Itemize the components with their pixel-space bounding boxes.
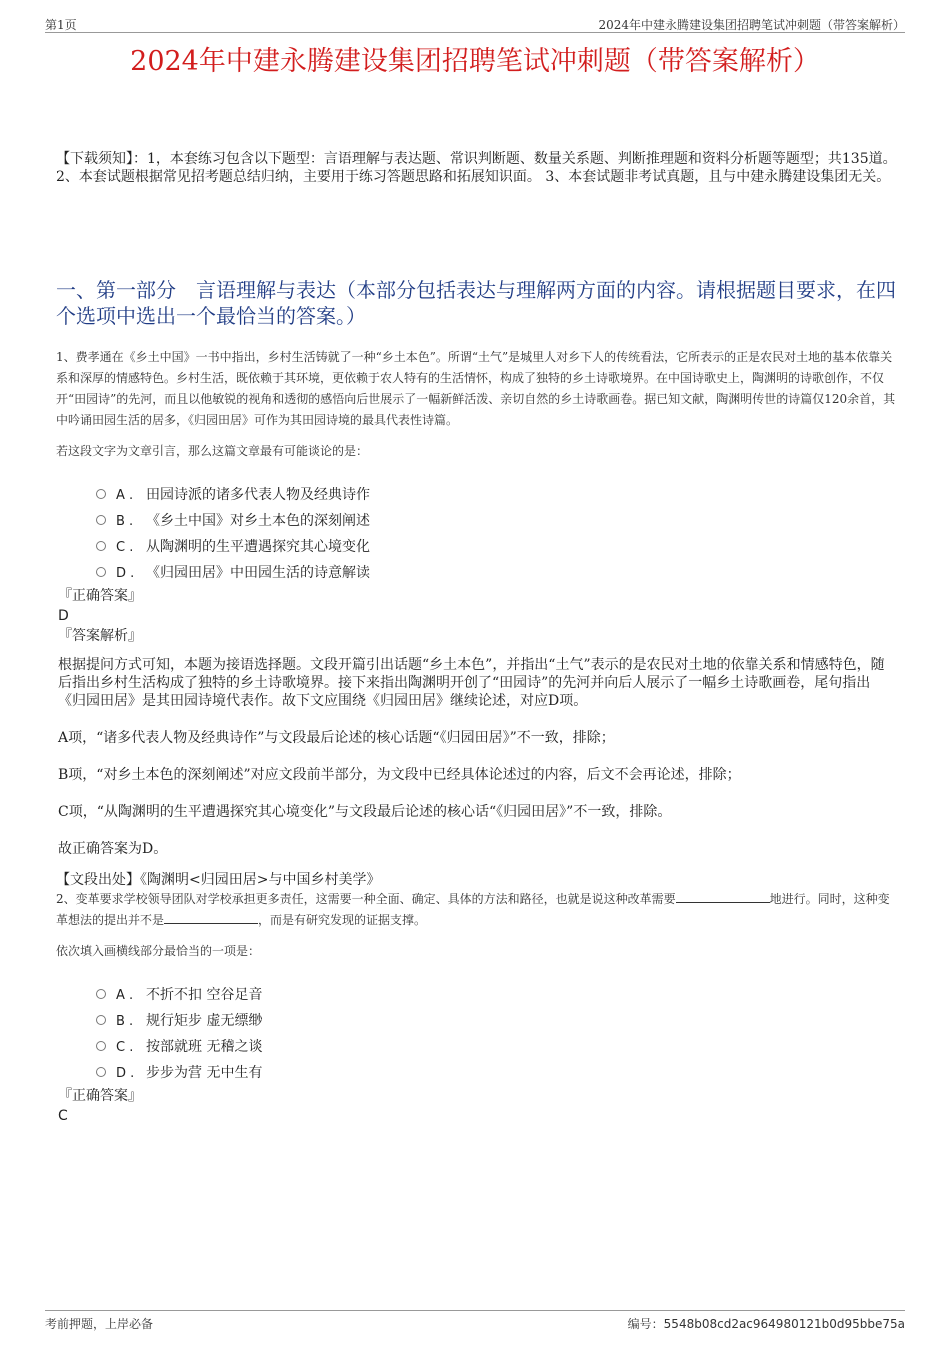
question-1-options (96, 482, 898, 586)
option-d[interactable] (96, 1060, 898, 1086)
option-text: 规行矩步 虚无缥缈 (146, 1013, 263, 1029)
option-letter: B . (116, 1014, 134, 1029)
option-text: 按部就班 无稽之谈 (146, 1039, 263, 1055)
download-notice: 【下载须知】：1，本套练习包含以下题型：言语理解与表达题、常识判断题、数量关系题、判断推理题和资料分析题等题型；共135道。 2、本套试题根据常见招考题总结归纳，主要用于练习答题思路和拓展知识面。 3、本套试题非考试真题，且与中建永腾建设集团无关。 (56, 151, 897, 185)
document-title: 2024年中建永腾建设集团招聘笔试冲刺题（带答案解析） (130, 46, 820, 77)
radio-icon[interactable] (96, 515, 106, 525)
answer-value: D (58, 608, 69, 624)
code-value: 5548b08cd2ac964980121b0d95bbe75a (663, 1317, 905, 1331)
fill-blank (676, 890, 770, 903)
radio-icon[interactable] (96, 489, 106, 499)
fill-blank (164, 911, 258, 924)
page-footer (45, 1310, 905, 1333)
option-letter: D . (116, 566, 135, 581)
radio-icon[interactable] (96, 1015, 106, 1025)
analysis-paragraph: C项，“从陶渊明的生平遭遇探究其心境变化”与文段最后论述的核心话“《归园田居》”不一致，排除。 (58, 804, 672, 820)
document-code (628, 1315, 905, 1332)
question-2-stem-part: ，而是有研究发现的证据支撑。 (258, 913, 427, 927)
question-2-options (96, 982, 898, 1086)
option-text: 从陶渊明的生平遭遇探究其心境变化 (146, 539, 370, 555)
question-block (56, 347, 898, 1126)
text-source: 【文段出处】《陶渊明<归园田居>与中国乡村美学》 (56, 872, 381, 888)
analysis-paragraph: A项，“诸多代表人物及经典诗作”与文段最后论述的核心话题“《归园田居》”不一致，排除； (58, 730, 615, 746)
analysis-paragraph: B项，“对乡土本色的深刻阐述”对应文段前半部分，为文段中已经具体论述过的内容，后文不会再论述，排除； (58, 767, 741, 783)
option-d[interactable] (96, 560, 898, 586)
option-letter: A . (116, 988, 134, 1003)
option-letter: C . (116, 540, 134, 555)
option-text: 《归园田居》中田园生活的诗意解读 (146, 565, 370, 581)
option-a[interactable] (96, 982, 898, 1008)
question-2-stem (56, 889, 898, 931)
answer-value: C (58, 1108, 68, 1124)
radio-icon[interactable] (96, 989, 106, 999)
code-label: 编号： (627, 1317, 664, 1331)
footer-slogan: 考前押题，上岸必备 (45, 1317, 154, 1331)
option-text: 田园诗派的诸多代表人物及经典诗作 (146, 487, 370, 503)
analysis-paragraph: 根据提问方式可知，本题为接语选择题。文段开篇引出话题“乡土本色”，并指出“土气”表示的是农民对土地的依靠关系和情感特色，随后指出乡村生活构成了独特的乡土诗歌境界。接下来指出陶渊明开创了“田园诗”的先河并向后人展示了一幅乡土诗歌画卷，尾句指出《归园田居》是其田园诗境代表作。故下文应围绕《归园田居》继续论述，对应D项。 (58, 657, 885, 709)
header-doc-title: 2024年中建永腾建设集团招聘笔试冲刺题（带答案解析） (598, 18, 905, 32)
option-b[interactable] (96, 1008, 898, 1034)
option-c[interactable] (96, 534, 898, 560)
answer-label: 『正确答案』 (58, 1088, 142, 1104)
option-c[interactable] (96, 1034, 898, 1060)
question-2-stem-part: 地进行。同时，这种变革想法的提出并不是 (56, 892, 890, 927)
option-letter: D . (116, 1066, 135, 1081)
radio-icon[interactable] (96, 1041, 106, 1051)
question-2-stem-part: 2、变革要求学校领导团队对学校承担更多责任，这需要一种全面、确定、具体的方法和路径，也就是说这种改革需要 (56, 892, 676, 906)
radio-icon[interactable] (96, 541, 106, 551)
question-2-lead: 依次填入画横线部分最恰当的一项是： (56, 944, 261, 958)
answer-analysis (56, 656, 898, 858)
answer-label: 『正确答案』 (58, 588, 142, 604)
page-number: 第1页 (45, 18, 77, 32)
question-1-lead: 若这段文字为文章引言，那么这篇文章最有可能谈论的是： (56, 444, 369, 458)
option-text: 《乡土中国》对乡土本色的深刻阐述 (146, 513, 370, 529)
radio-icon[interactable] (96, 567, 106, 577)
option-b[interactable] (96, 508, 898, 534)
analysis-label: 『答案解析』 (58, 628, 142, 644)
section-title: 一、第一部分 言语理解与表达（本部分包括表达与理解两方面的内容。请根据题目要求，在四个选项中选出一个最恰当的答案。） (56, 278, 896, 328)
option-a[interactable] (96, 482, 898, 508)
option-letter: B . (116, 514, 134, 529)
page-header (45, 14, 905, 33)
option-text: 不折不扣 空谷足音 (146, 987, 263, 1003)
question-1-stem: 1、费孝通在《乡土中国》一书中指出，乡村生活铸就了一种“乡土本色”。所谓“土气”是城里人对乡下人的传统看法，它所表示的正是农民对土地的基本依靠关系和深厚的情感特色。乡村生活，既依赖于其环境，更依赖于农人特有的生活情怀，构成了独特的乡土诗歌境界。在中国诗歌史上，陶渊明的诗歌创作，不仅开“田园诗”的先河，而且以他敏锐的视角和透彻的感悟向后世展示了一幅新鲜活泼、亲切自然的乡土诗歌画卷。据已知文献，陶渊明传世的诗篇仅120余首，其中吟诵田园生活的居多，《归园田居》可作为其田园诗境的最具代表性诗篇。 (56, 350, 896, 427)
option-letter: A . (116, 488, 134, 503)
analysis-paragraph: 故正确答案为D。 (58, 841, 168, 857)
option-letter: C . (116, 1040, 134, 1055)
radio-icon[interactable] (96, 1067, 106, 1077)
option-text: 步步为营 无中生有 (146, 1065, 263, 1081)
